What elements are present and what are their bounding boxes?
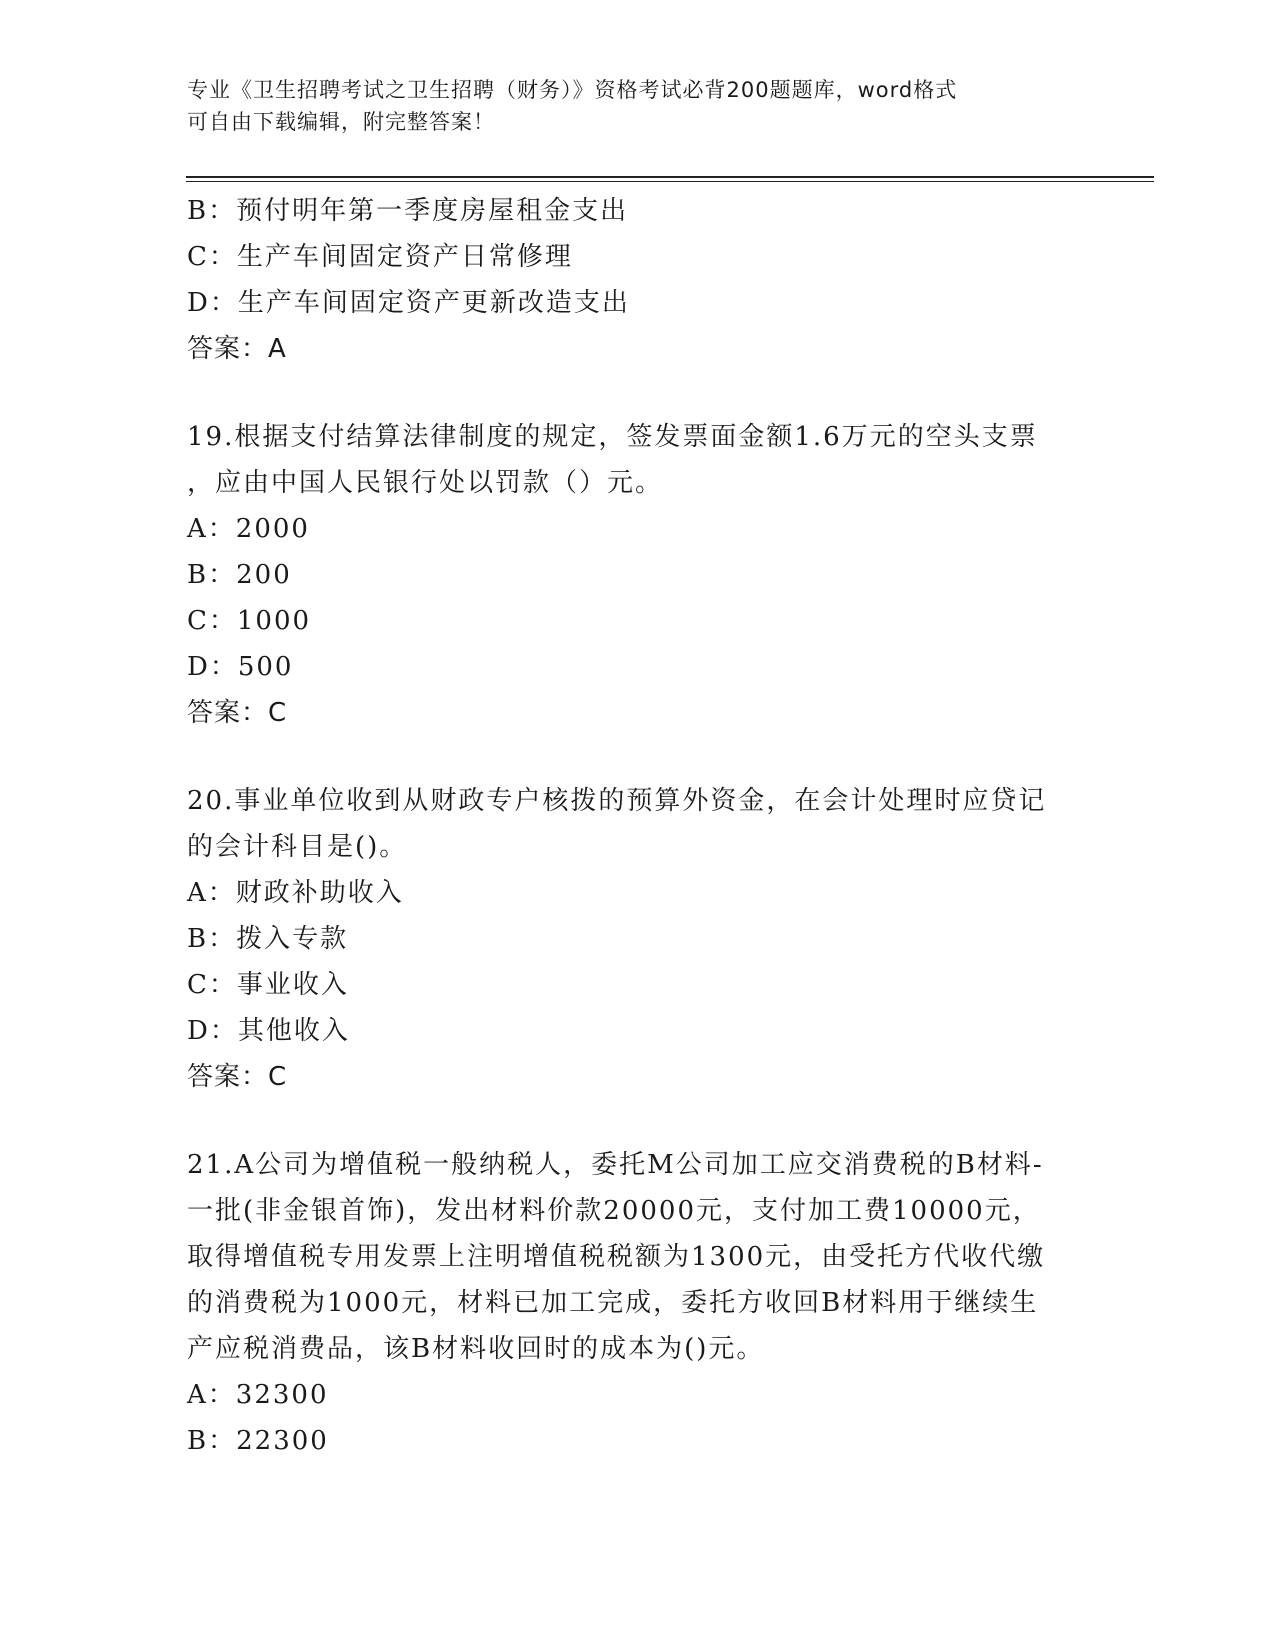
question-text-line: 19.根据支付结算法律制度的规定，签发票面金额1.6万元的空头支票 xyxy=(187,422,1038,452)
answer-label: 答案：A xyxy=(187,334,287,364)
question-text-line: ，应由中国人民银行处以罚款（）元。 xyxy=(187,468,664,498)
option-a: A：2000 xyxy=(187,514,310,544)
option-a: A：财政补助收入 xyxy=(187,878,404,908)
option-d: D：生产车间固定资产更新改造支出 xyxy=(187,288,630,318)
option-b: B：预付明年第一季度房屋租金支出 xyxy=(187,196,629,226)
option-d: D：其他收入 xyxy=(187,1016,350,1046)
option-c: C：生产车间固定资产日常修理 xyxy=(187,242,573,272)
question-text-line: 21.A公司为增值税一般纳税人，委托M公司加工应交消费税的B材料- xyxy=(187,1150,1044,1180)
question-text-line: 的会计科目是()。 xyxy=(187,832,408,862)
header-rule-thin xyxy=(186,181,1154,182)
question-20 xyxy=(187,778,1087,1100)
question-text-line: 一批(非金银首饰)，发出材料价款20000元，支付加工费10000元， xyxy=(187,1196,1041,1226)
question-21 xyxy=(187,1142,1087,1464)
document-header xyxy=(187,74,1067,138)
header-title-line-1: 专业《卫生招聘考试之卫生招聘（财务）》资格考试必背200题题库，word格式 xyxy=(187,78,958,102)
spacer xyxy=(187,372,1087,414)
option-c: C：1000 xyxy=(187,606,312,636)
option-c: C：事业收入 xyxy=(187,970,349,1000)
spacer xyxy=(187,1100,1087,1142)
option-b: B：200 xyxy=(187,560,292,590)
question-list xyxy=(187,188,1087,1464)
option-b: B：拨入专款 xyxy=(187,924,349,954)
answer-label: 答案：C xyxy=(187,1062,288,1092)
option-d: D：500 xyxy=(187,652,294,682)
question-text-line: 产应税消费品，该B材料收回时的成本为()元。 xyxy=(187,1334,765,1364)
question-19 xyxy=(187,414,1087,736)
option-a: A：32300 xyxy=(187,1380,329,1410)
question-text-line: 的消费税为1000元，材料已加工完成，委托方收回B材料用于继续生 xyxy=(187,1288,1039,1318)
answer-label: 答案：C xyxy=(187,698,288,728)
option-b: B：22300 xyxy=(187,1426,329,1456)
spacer xyxy=(187,736,1087,778)
question-text-line: 取得增值税专用发票上注明增值税税额为1300元，由受托方代收代缴 xyxy=(187,1242,1046,1272)
question-text-line: 20.事业单位收到从财政专户核拨的预算外资金，在会计处理时应贷记 xyxy=(187,786,1047,816)
header-rule-thick xyxy=(186,176,1154,178)
header-title-line-2: 可自由下载编辑，附完整答案！ xyxy=(187,110,495,134)
question-18 xyxy=(187,188,1087,372)
